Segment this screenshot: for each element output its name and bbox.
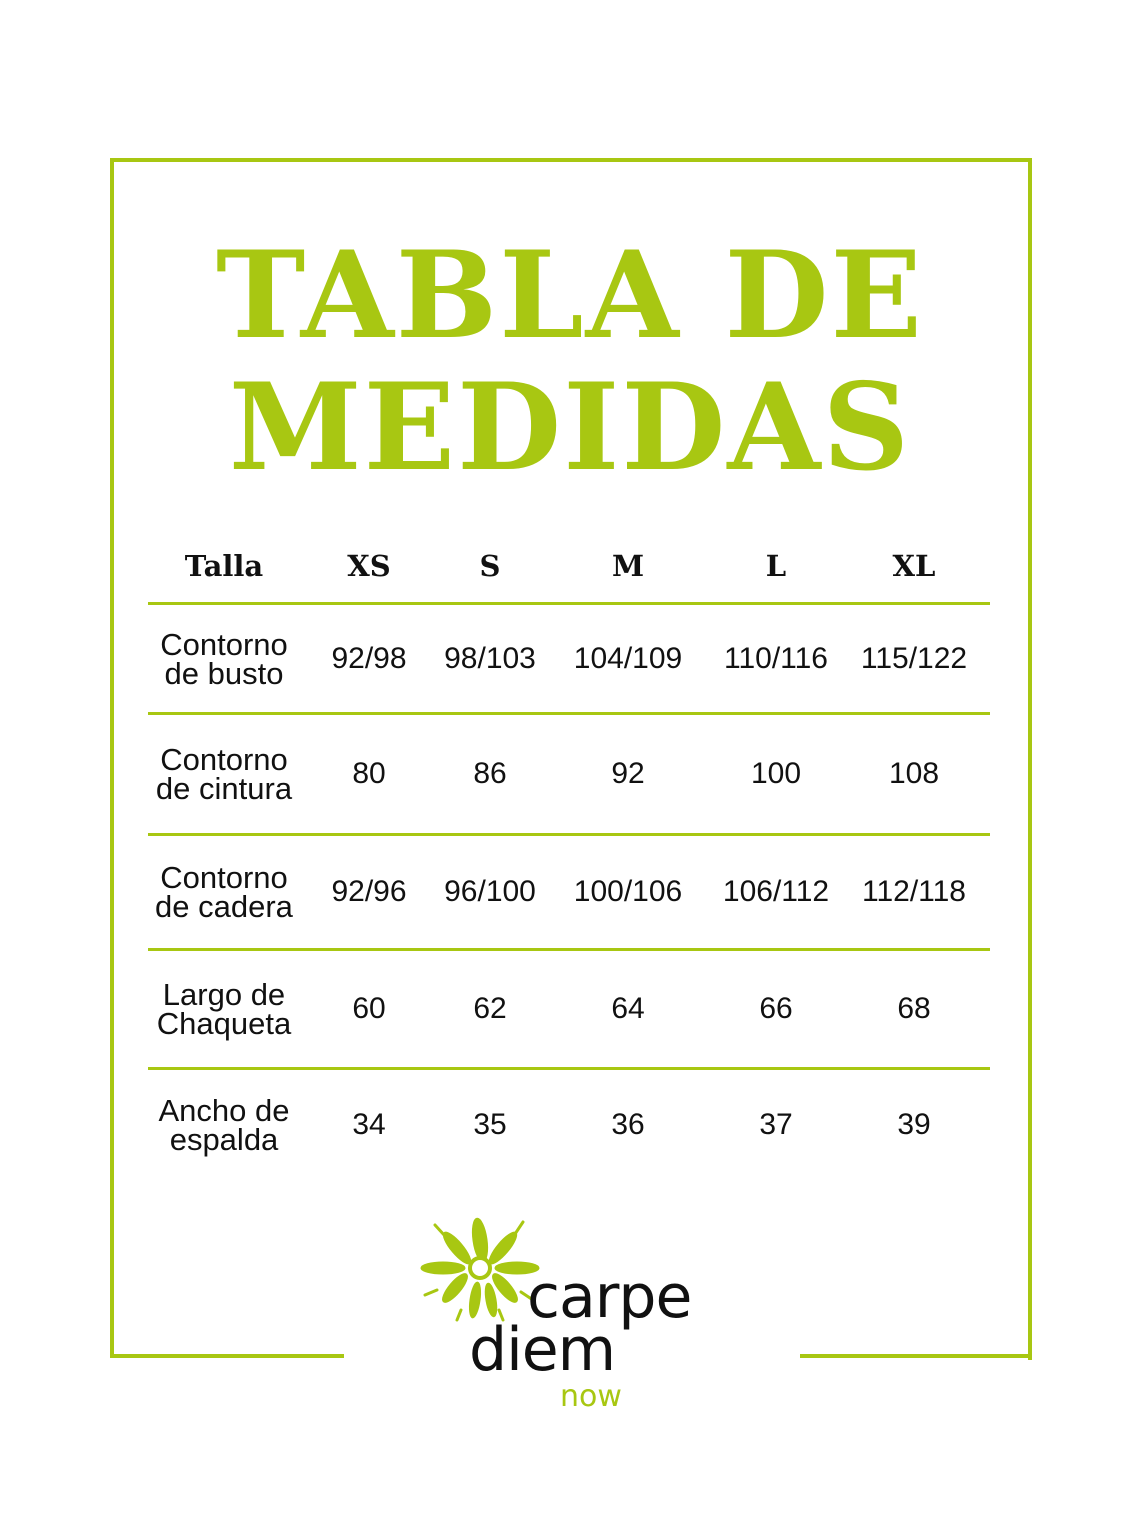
table-cell: 108: [838, 714, 990, 835]
header-s: S: [438, 530, 542, 604]
table-cell: 37: [759, 1108, 793, 1141]
table-cell: 66: [714, 950, 838, 1069]
table-cell: 34: [352, 1108, 386, 1141]
frame-top-border: [110, 158, 1032, 162]
table-cell: 110/116: [714, 604, 838, 714]
table-cell: 64: [542, 950, 714, 1069]
row-label: [148, 604, 300, 714]
title-line-1: TABLA DE: [215, 225, 925, 366]
row-label: [148, 950, 300, 1069]
row-label-line: Contorno: [160, 742, 288, 777]
table-row: [148, 1069, 990, 1181]
brand-logo: [405, 1200, 735, 1430]
logo-word-carpe: carpe: [527, 1262, 692, 1332]
table-cell: 62: [438, 950, 542, 1069]
header-talla: Talla: [148, 530, 300, 604]
table-cell: 36: [611, 1108, 645, 1141]
row-label-line: espalda: [169, 1122, 279, 1157]
row-label: [148, 1069, 300, 1181]
row-label: [148, 714, 300, 835]
frame-bottom-right-border: [800, 1354, 1032, 1358]
row-label-line: Contorno: [160, 860, 288, 895]
row-label: [148, 835, 300, 950]
table-cell: 96/100: [438, 835, 542, 950]
table-cell: 104/109: [542, 604, 714, 714]
logo-word-diem: diem: [469, 1315, 616, 1385]
table-row: [148, 714, 990, 835]
row-label-line: Chaqueta: [156, 1006, 292, 1041]
size-table: [148, 530, 990, 1180]
table-cell: 98/103: [438, 604, 542, 714]
page-title: [110, 225, 1030, 498]
table-cell: 106/112: [714, 835, 838, 950]
row-label-line: de busto: [164, 655, 284, 691]
table-header-row: [148, 530, 990, 604]
row-label-line: de cintura: [155, 771, 293, 806]
table-cell: 86: [438, 714, 542, 835]
header-xs: XS: [300, 530, 438, 604]
row-label-line: de cadera: [155, 889, 293, 924]
table-cell: 92/98: [300, 604, 438, 714]
logo-word-now: now: [560, 1379, 622, 1414]
table-row: [148, 604, 990, 714]
row-label-line: Largo de: [162, 977, 286, 1012]
table-cell: 100/106: [542, 835, 714, 950]
header-xl: XL: [838, 530, 990, 604]
row-label-line: Ancho de: [158, 1093, 290, 1128]
table-row: [148, 950, 990, 1069]
table-cell: 68: [838, 950, 990, 1069]
header-l: L: [714, 530, 838, 604]
table-cell: 112/118: [838, 835, 990, 950]
frame-bottom-left-border: [110, 1354, 344, 1358]
title-line-2: MEDIDAS: [228, 357, 912, 498]
table-cell: 100: [714, 714, 838, 835]
table-cell: 80: [300, 714, 438, 835]
table-cell: 92: [542, 714, 714, 835]
header-m: M: [542, 530, 714, 604]
table-cell: 92/96: [300, 835, 438, 950]
table-row: [148, 835, 990, 950]
table-cell: 60: [300, 950, 438, 1069]
table-cell: 35: [473, 1108, 507, 1141]
row-label-line: Contorno: [160, 626, 288, 662]
table-cell: 39: [897, 1108, 931, 1141]
table-cell: 115/122: [838, 604, 990, 714]
